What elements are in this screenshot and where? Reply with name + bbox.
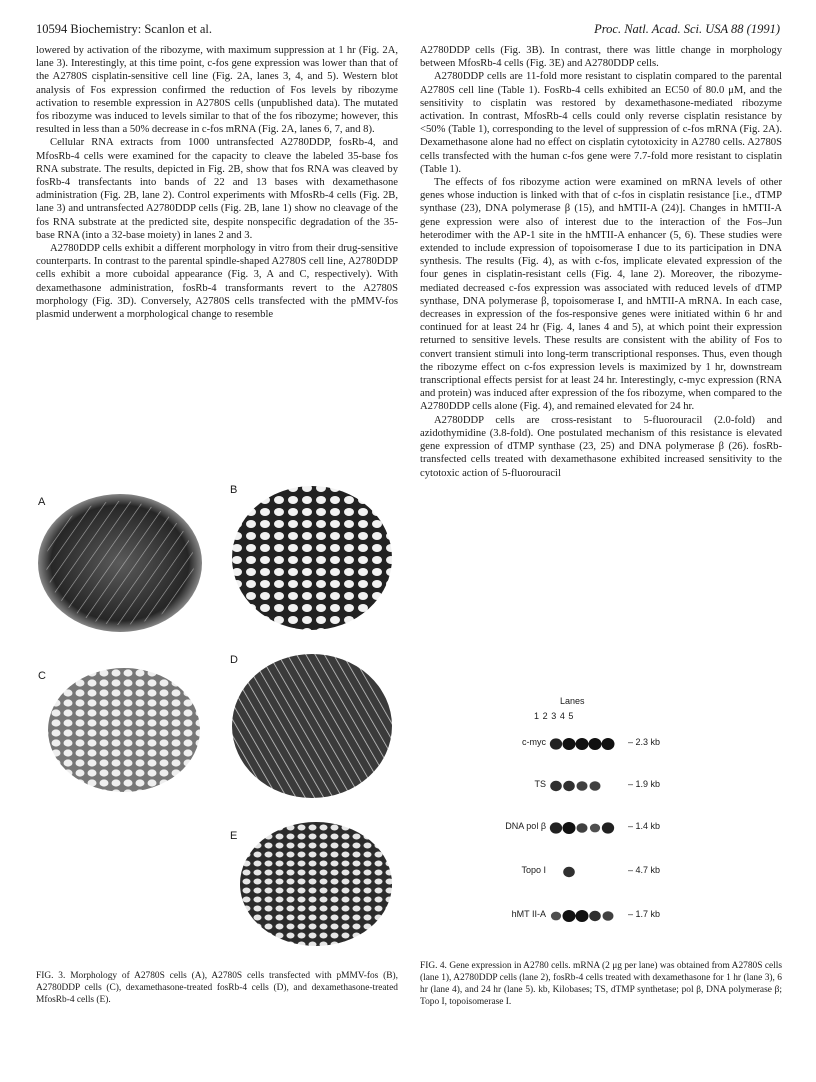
figure-4-caption-label: FIG. 4. — [420, 961, 447, 971]
gene-label: DNA pol β — [505, 821, 546, 831]
blot-band — [602, 822, 614, 833]
band-size: – 1.9 kb — [628, 779, 661, 789]
micrograph-panel-a — [38, 494, 202, 632]
paragraph: lowered by activation of the ribozyme, with maximum suppression at 1 hr (Fig. 2A, lane 3). Interestingly, at this time point, c-fos gene expression was lower than that of the A2780S cisplatin-sensitive cell line (Fig. 2A, lanes 3, 4, and 5). Western blot analysis of Fos expression confirmed the reduction of Fos levels by ribozyme activation to resemble expression in A2780S cells (unpublished data). The mutated fos ribozyme was induced to levels similar to that of the fos ribozyme; however, this resulted in less than a 50% decrease in c-fos mRNA (Fig. 2A, lanes 6, 7, and 8). — [36, 45, 398, 136]
figure-4-blot — [420, 690, 782, 950]
micrograph-panel-b — [230, 482, 394, 630]
blot-band — [590, 781, 601, 791]
blot-row — [420, 862, 782, 882]
micrograph-panel-e — [230, 814, 394, 948]
header-right: Proc. Natl. Acad. Sci. USA 88 (1991) — [594, 22, 780, 36]
panel-label-b: B — [230, 484, 238, 496]
figure-3-caption-label: FIG. 3. — [36, 971, 66, 981]
paragraph: A2780DDP cells are cross-resistant to 5-fluorouracil (2.0-fold) and azidothymidine (3.8-fold). One postulated mechanism of this resistance is elevated gene expression of dTMP synthase (23, 25) and DNA polymerase β (26). fosRb-transfected cells treated with dexamethasone exhibited increased sensitivity to the cytotoxic action of 5-fluorouracil — [420, 414, 782, 479]
gene-label: hMT II-A — [511, 909, 546, 919]
blot-band — [602, 738, 615, 750]
micrograph-b-image — [230, 482, 394, 630]
blot-band — [563, 910, 576, 922]
micrograph-d-image — [230, 652, 394, 800]
blot-band — [590, 824, 600, 833]
figure-4-caption-text: Gene expression in A2780 cells. mRNA (2 μg per lane) was obtained from A2780S cells (lane 1), A2780DDP cells (lane 2), fosRb-4 cells treated with dexamethasone for 1 hr (lane 3), 6 hr (lane 4), and 24 hr (lane 5). kb, Kilobases; TS, dTMP synthetase; pol β, DNA polymerase β; Topo I, topoisomerase I. — [420, 961, 782, 1007]
blot-band — [589, 911, 601, 921]
left-column — [36, 44, 398, 321]
blot-band — [577, 781, 588, 791]
lane-numbers: 12345 — [534, 711, 578, 721]
blot-band — [563, 867, 575, 877]
blot-row — [420, 906, 782, 926]
blot-row — [420, 734, 782, 754]
panel-label-e: E — [230, 830, 238, 842]
blot-band — [576, 910, 589, 922]
blot-band — [563, 822, 576, 834]
panel-label-d: D — [230, 654, 238, 666]
blot-band — [563, 738, 576, 750]
micrograph-c-image — [38, 648, 202, 798]
micrograph-e-image — [230, 814, 394, 948]
gene-label: Topo I — [521, 865, 546, 875]
band-strip — [548, 818, 628, 838]
blot-band — [550, 822, 562, 833]
band-strip — [548, 734, 628, 754]
blot-band — [589, 738, 602, 750]
band-strip — [548, 776, 628, 796]
figure-3-caption-text: Morphology of A2780S cells (A), A2780S cells transfected with pMMV-fos (B), A2780DDP cells (C), dexamethasone-treated fosRb-4 cells (D), and dexamethasone-treated MfosRb-4 cells (E). — [36, 971, 399, 1005]
blot-band — [577, 823, 588, 833]
gene-label: c-myc — [522, 737, 546, 747]
blot-band — [576, 738, 589, 750]
paragraph: A2780DDP cells are 11-fold more resistant to cisplatin compared to the parental A2780S cell line (Table 1). FosRb-4 cells exhibited an EC50 of 80.0 μM, and the sensitivity to cisplatin was restored by dexamethasone-mediated ribozyme activation. In contrast, MfosRb-4 cells could only reverse cisplatin resistance by <50% (Table 1), corresponding to the level of suppression of c-fos mRNA (Fig. 2A). Dexamethasone alone had no effect on cisplatin cytotoxicity in A2780 cells. A2780S cells transfected with the human c-fos gene were 7.7-fold more resistant to cisplatin (Table 1). — [420, 71, 782, 175]
figure-3 — [36, 482, 398, 950]
band-size: – 1.4 kb — [628, 821, 661, 831]
band-size: – 1.7 kb — [628, 909, 661, 919]
paragraph: Cellular RNA extracts from 1000 untransfected A2780DDP, fosRb-4, and MfosRb-4 cells were examined for the capacity to cleave the labeled 35-base fos RNA substrate. The results, depicted in Fig. 2B, show that fos RNA was cleaved by fosRb-4 transfectants into bands of 22 and 13 bases with dexamethasone administration (Fig. 2B, lane 2). Control experiments with MfosRb-4 cells (Fig. 2B, lane 3) and untransfected A2780DDP cells (Fig. 2B, lane 1) show no cleavage of the fos RNA substrate at the predicted site, despite nonspecific degradation of the 35-base RNA (into a 32-base moiety) in lanes 2 and 3. — [36, 137, 398, 241]
blot-band — [550, 781, 562, 791]
blot-row — [420, 776, 782, 796]
paragraph: A2780DDP cells exhibit a different morphology in vitro from their drug-sensitive counterparts. In contrast to the parental spindle-shaped A2780S cell line, A2780DDP cells exhibit a more cuboidal appearance (Fig. 3, A and C, respectively). With dexamethasone administration, fosRb-4 transformants revert to the A2780S morphology (Fig. 3D). Conversely, A2780S cells transfected with the pMMV-fos plasmid underwent a morphological change to resemble — [36, 243, 398, 321]
blot-row — [420, 818, 782, 838]
figure-3-caption — [36, 970, 398, 1006]
blot-band — [563, 781, 575, 791]
micrograph-panel-c — [38, 648, 202, 798]
figure-4-caption — [420, 960, 782, 1008]
blot-band — [550, 738, 562, 749]
micrograph-panel-d — [230, 652, 394, 800]
blot-band — [551, 912, 561, 921]
paragraph: The effects of fos ribozyme action were examined on mRNA levels of other genes whose induction is linked with that of c-fos in cisplatin resistance [i.e., dTMP synthase (23), DNA polymerase β (15), and hMTII-A (24)]. Changes in hMTII-A gene expression were also of interest due to the interaction of the Fos–Jun heterodimer with the AP-1 site in the hMTII-A enhancer (5, 6). These studies were extended to include expression of topoisomerase I due to its participation in DNA synthesis. The results (Fig. 4), as with c-fos, implicate elevated expression of the four genes in cisplatin-resistant cells (Fig. 4, lane 2). Moreover, the ribozyme-mediated decreased c-fos expression was associated with reduced levels of dTMP synthase, DNA polymerase β, topoisomerase I, and hMTII-A mRNA. In each case, decreases in expression of the fos-responsive genes were initiated within 6 hr and continued for at least 24 hr (Fig. 4, lanes 4 and 5), at which point their expression returned to sensitive levels. These results are consistent with the ability of Fos to convert transient stimuli into long-term transcriptional responses. Thus, even though the ribozyme effect on c-fos expression levels is maximized by 1 hr, downstream transcriptional effects persist for at least 24 hr. Interestingly, c-myc expression (RNA and protein) was induced after expression of the fos ribozyme, when compared to the A2780DDP cells alone (Fig. 4), and remained elevated for 24 hr. — [420, 177, 782, 413]
micrograph-a-image — [38, 494, 202, 632]
right-column — [420, 44, 782, 480]
band-size: – 2.3 kb — [628, 737, 661, 747]
lanes-title: Lanes — [560, 696, 585, 706]
panel-label-a: A — [38, 496, 46, 508]
header-left: 10594 Biochemistry: Scanlon et al. — [36, 22, 213, 36]
band-strip — [548, 862, 628, 882]
paragraph: A2780DDP cells (Fig. 3B). In contrast, there was little change in morphology between MfosRb-4 cells (Fig. 3E) and A2780DDP cells. — [420, 45, 782, 70]
panel-label-c: C — [38, 670, 46, 682]
gene-label: TS — [534, 779, 546, 789]
blot-band — [603, 911, 614, 921]
band-strip — [548, 906, 628, 926]
page-header — [36, 22, 780, 38]
band-size: – 4.7 kb — [628, 865, 661, 875]
